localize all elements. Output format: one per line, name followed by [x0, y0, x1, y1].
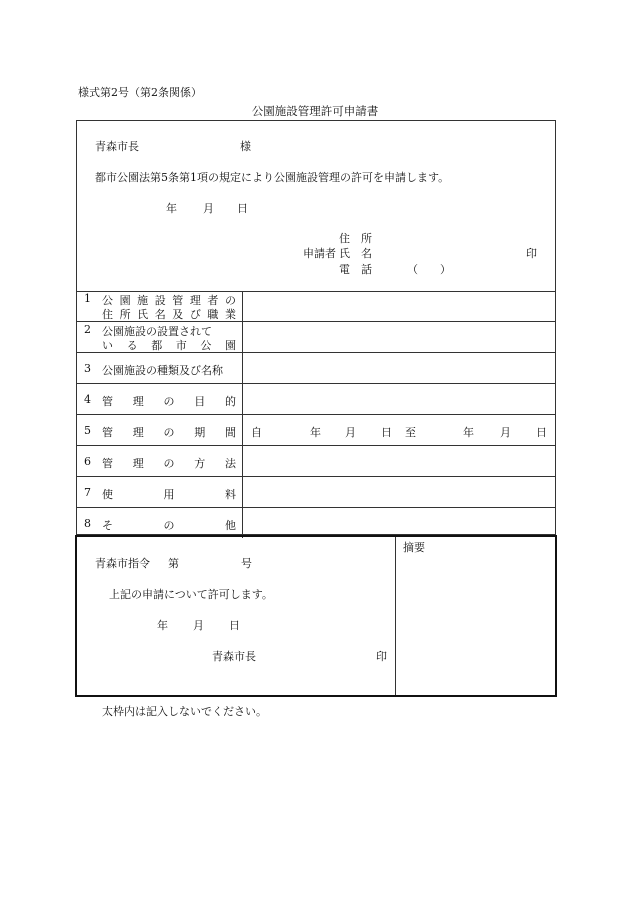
period-from-day: 日 — [381, 426, 392, 439]
label-char: 設 — [154, 294, 166, 307]
phone-parentheses: （ ） — [407, 263, 451, 276]
table-row — [77, 384, 555, 415]
label-line: 公園施設の設置されて — [102, 325, 212, 338]
label-char: そ — [102, 519, 113, 532]
value-cell[interactable] — [243, 446, 555, 476]
table-row — [77, 477, 555, 508]
label-char: 者 — [207, 294, 219, 307]
label-char: 管 — [102, 395, 113, 408]
row-number: 5 — [84, 424, 91, 437]
label-char: 料 — [225, 488, 236, 501]
table-row — [77, 508, 555, 538]
label-char: 住 — [102, 308, 113, 321]
table-row — [77, 353, 555, 384]
period-to-day: 日 — [536, 426, 547, 439]
period-to-month: 月 — [500, 426, 511, 439]
row-label — [77, 322, 243, 352]
label-char: い — [102, 339, 113, 352]
label-char: 理 — [132, 395, 144, 408]
date-month: 月 — [203, 202, 214, 215]
value-cell[interactable] — [243, 291, 555, 321]
date-day: 日 — [237, 202, 248, 215]
row-number: 4 — [84, 393, 91, 406]
row-number: 7 — [84, 486, 91, 499]
label-line — [102, 393, 236, 409]
label-char: 理 — [132, 457, 144, 470]
label-char: 的 — [225, 395, 236, 408]
label-char: 及 — [172, 308, 184, 321]
label-char: 名 — [154, 308, 166, 321]
value-cell[interactable] — [243, 384, 555, 414]
label-char: 目 — [194, 395, 206, 408]
mayor-seal: 印 — [376, 650, 387, 663]
official-use-box — [75, 535, 557, 697]
label-char: 市 — [175, 339, 187, 352]
label-char: 業 — [224, 308, 236, 321]
approval-statement: 上記の申請について許可します。 — [109, 588, 273, 601]
application-header — [77, 121, 555, 292]
row-label — [77, 353, 243, 383]
label-char: 園 — [119, 294, 131, 307]
table-row — [77, 291, 555, 322]
summary-divider — [395, 537, 396, 695]
honorific: 様 — [240, 140, 251, 153]
period-from-year: 年 — [310, 426, 321, 439]
applicant-prefix: 申請者 — [303, 247, 336, 260]
approval-year: 年 — [157, 619, 168, 632]
label-char: 理 — [189, 294, 201, 307]
label-char: る — [126, 339, 138, 352]
label-char: 都 — [151, 339, 163, 352]
table-row — [77, 446, 555, 477]
applicant-name-label: 氏 名 — [339, 247, 372, 260]
row-number: 1 — [84, 292, 91, 305]
approval-month: 月 — [193, 619, 204, 632]
directive-label: 青森市指令 — [95, 557, 150, 570]
value-cell[interactable] — [243, 477, 555, 507]
directive-gou: 号 — [241, 557, 252, 570]
label-line — [102, 424, 236, 440]
label-line — [102, 337, 236, 353]
row-number: 6 — [84, 455, 91, 468]
applicant-address-label: 住 所 — [339, 232, 372, 245]
label-char: の — [224, 294, 236, 307]
label-char: 法 — [225, 457, 236, 470]
label-char: 期 — [194, 426, 206, 439]
date-year: 年 — [166, 202, 177, 215]
row-label — [77, 291, 243, 321]
label-line — [102, 517, 236, 533]
label-char: 用 — [163, 488, 175, 501]
label-char: の — [163, 395, 175, 408]
period-from: 自 — [251, 426, 262, 439]
period-to-year: 年 — [463, 426, 474, 439]
document-title: 公園施設管理許可申請書 — [251, 104, 379, 118]
label-char: 施 — [137, 294, 149, 307]
value-cell[interactable] — [243, 353, 555, 383]
label-char: 他 — [225, 519, 236, 532]
row-number: 3 — [84, 362, 91, 375]
row-label — [77, 477, 243, 507]
addressee: 青森市長 — [95, 140, 139, 153]
label-line — [102, 306, 236, 322]
label-char: 公 — [200, 339, 212, 352]
row-label — [77, 446, 243, 476]
label-char: の — [163, 426, 175, 439]
label-line — [102, 455, 236, 471]
mayor-label: 青森市長 — [212, 650, 256, 663]
label-char: 管 — [172, 294, 184, 307]
row-label — [77, 508, 243, 538]
directive-dai: 第 — [168, 557, 179, 570]
summary-label: 摘要 — [403, 541, 425, 554]
table-row — [77, 415, 555, 446]
footnote: 太枠内は記入しないでください。 — [102, 705, 267, 718]
period-cell[interactable] — [243, 415, 555, 445]
label-char: 管 — [102, 426, 113, 439]
label-char: 方 — [194, 457, 206, 470]
label-char: の — [163, 519, 175, 532]
label-char: 公 — [102, 294, 113, 307]
label-char: 使 — [102, 488, 113, 501]
label-text: 公園施設の種類及び名称 — [102, 364, 223, 377]
form-number: 様式第2号（第2条関係） — [78, 86, 202, 99]
label-char: 園 — [224, 339, 236, 352]
label-char: 管 — [102, 457, 113, 470]
value-cell[interactable] — [243, 508, 555, 538]
label-char: の — [163, 457, 175, 470]
application-statement: 都市公園法第5条第1項の規定により公園施設管理の許可を申請します。 — [95, 171, 450, 184]
row-label — [77, 384, 243, 414]
approval-day: 日 — [229, 619, 240, 632]
period-to: 至 — [405, 426, 416, 439]
label-line — [102, 486, 236, 502]
row-label — [77, 415, 243, 445]
label-char: 職 — [207, 308, 219, 321]
label-char: 理 — [132, 426, 144, 439]
label-char: 間 — [225, 426, 236, 439]
row-number: 2 — [84, 323, 91, 336]
row-number: 8 — [84, 517, 91, 530]
applicant-seal: 印 — [526, 247, 537, 260]
period-from-month: 月 — [345, 426, 356, 439]
applicant-phone-label: 電 話 — [339, 263, 372, 276]
label-char: 所 — [119, 308, 131, 321]
label-char: 氏 — [137, 308, 149, 321]
label-char: び — [189, 308, 201, 321]
application-form — [76, 120, 556, 535]
value-cell[interactable] — [243, 322, 555, 352]
table-row — [77, 322, 555, 353]
